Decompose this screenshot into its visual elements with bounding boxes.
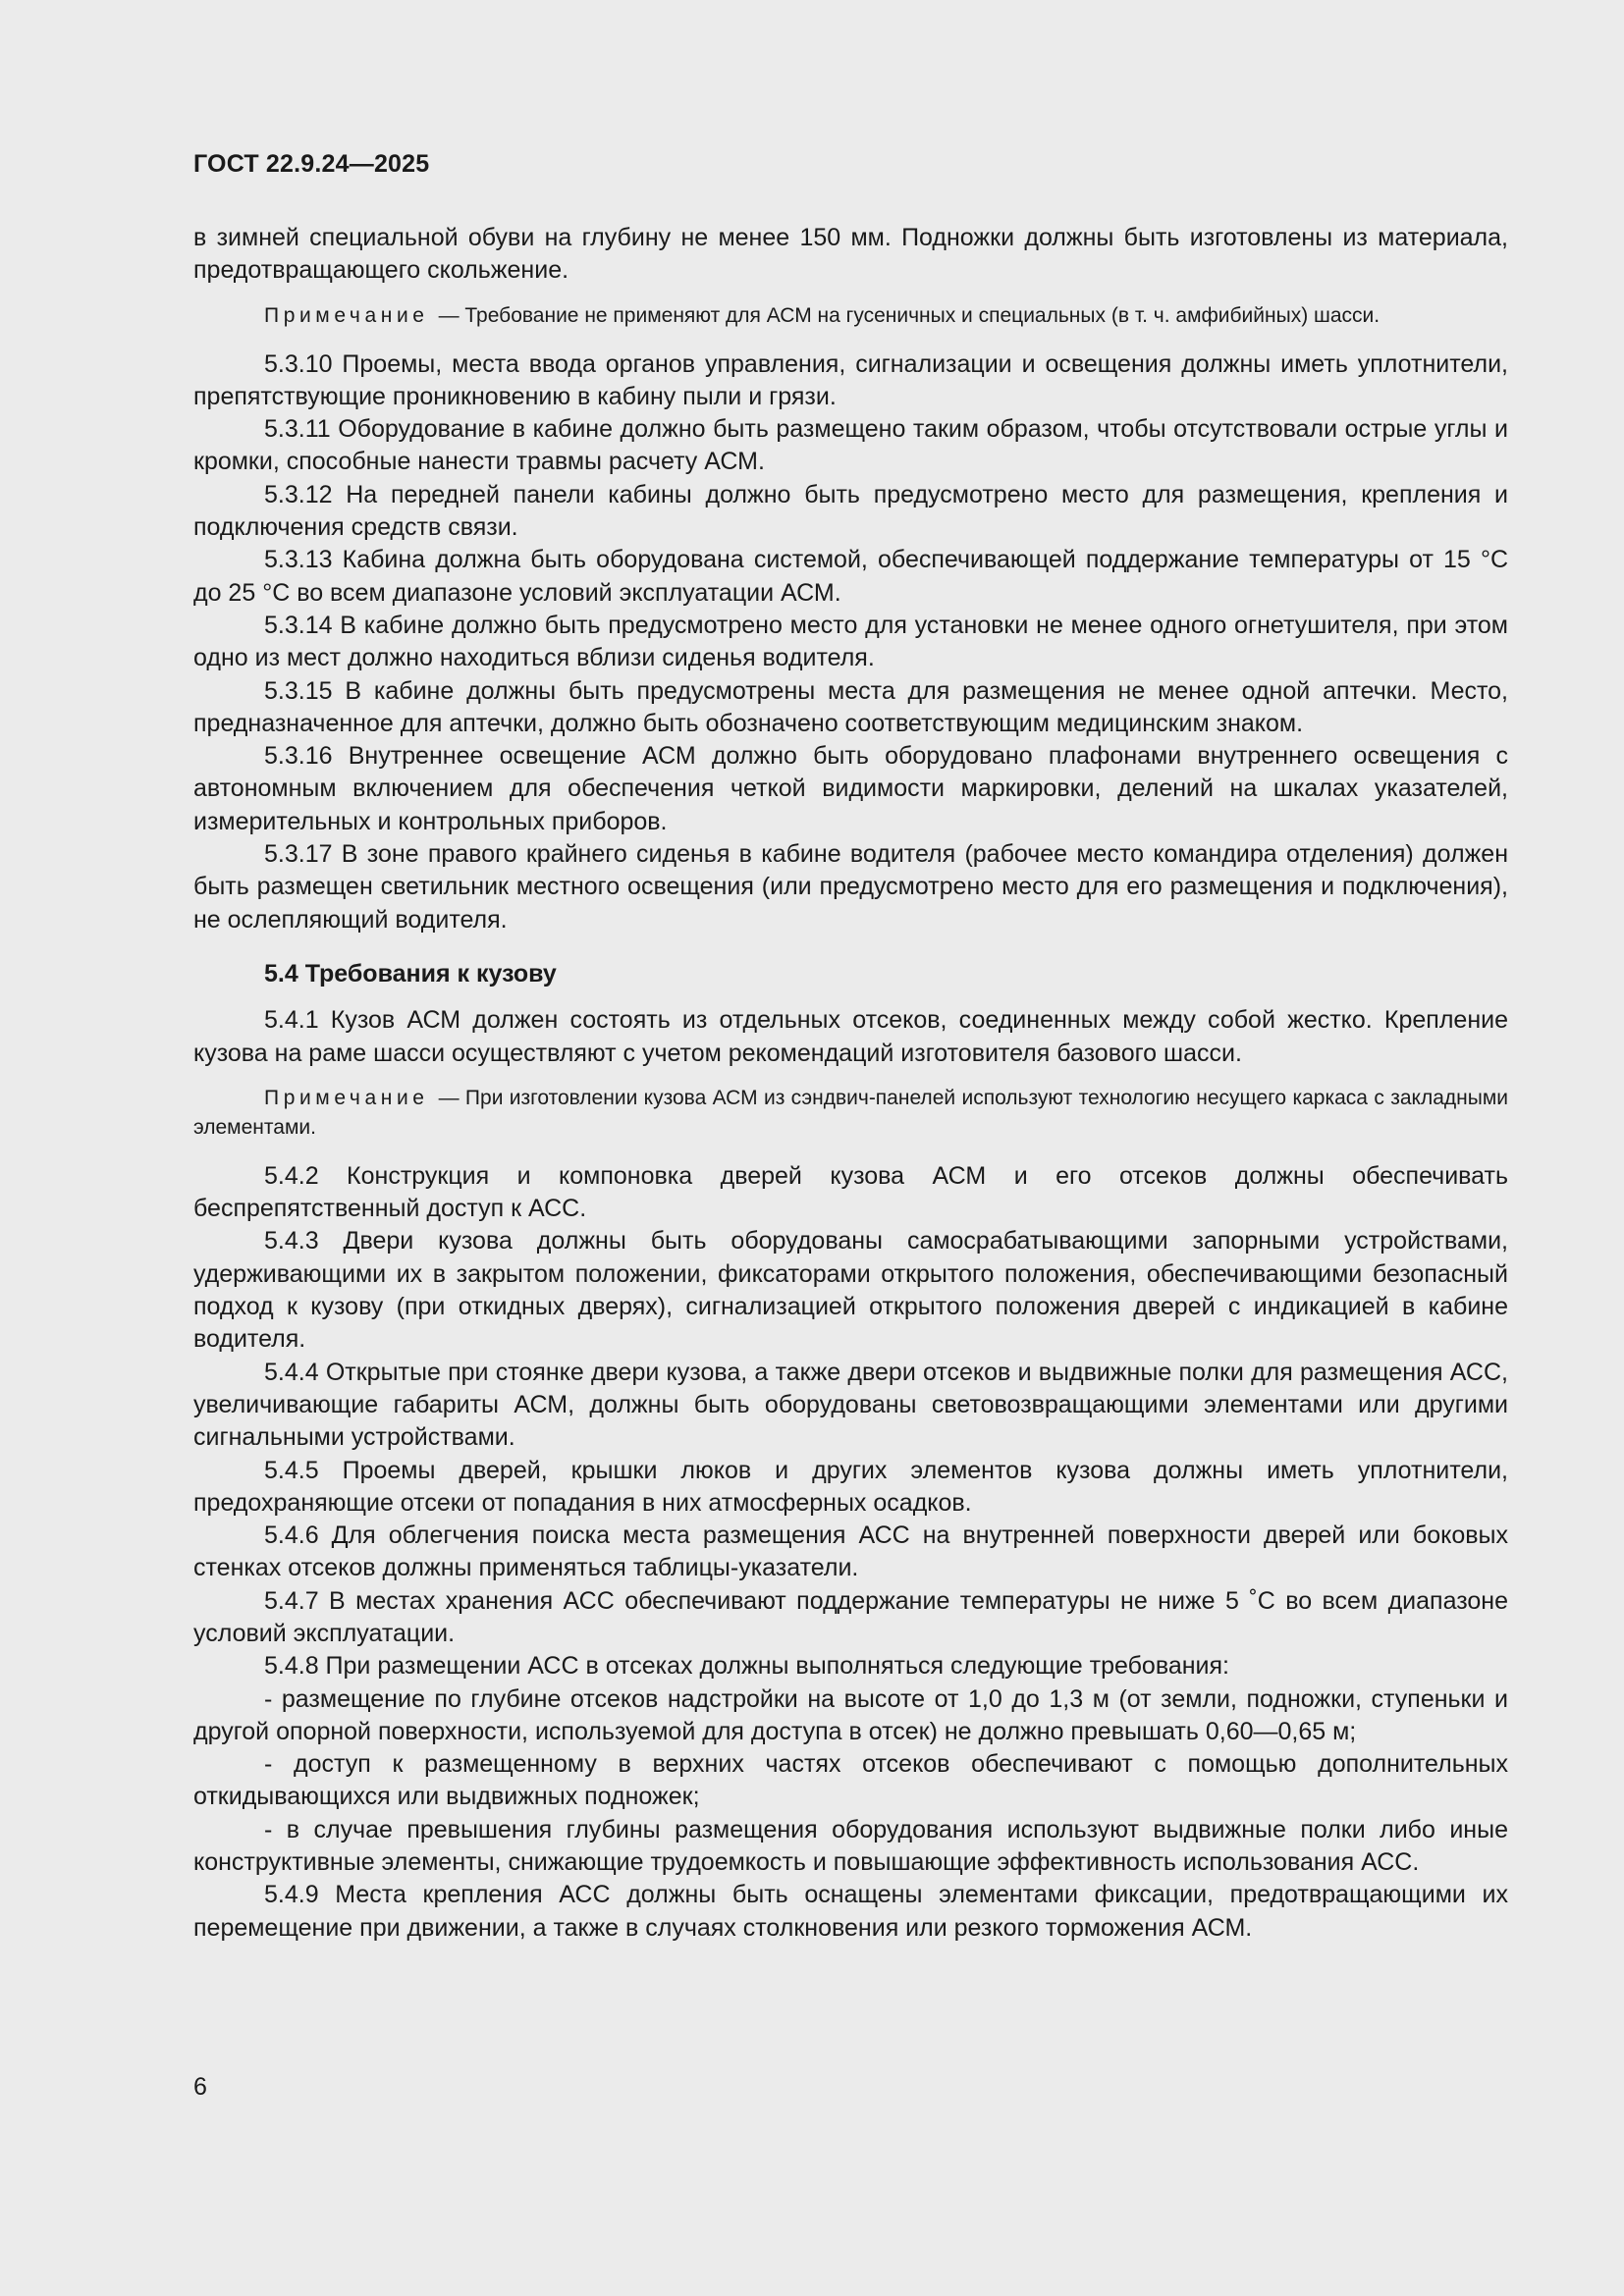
paragraph-5-3-16: 5.3.16 Внутреннее освещение АСМ должно быть оборудовано плафонами внутреннего освещения с автономным включением для обеспечения четкой видимости маркировки, делений на шкалах указателей, измерительных и контрольных приборов. (193, 742, 1508, 835)
paragraph-5-4-4: 5.4.4 Открытые при стоянке двери кузова, а также двери отсеков и выдвижные полки для размещения АСС, увеличивающие габариты АСМ, должны быть оборудованы световозвращающими элементами или другими сигнальными устройствами. (193, 1358, 1508, 1452)
paragraph-5-4-7: 5.4.7 В местах хранения АСС обеспечивают поддержание температуры не ниже 5 ˚C во всем диапазоне условий эксплуатации. (193, 1586, 1508, 1647)
note-1 (193, 301, 1508, 331)
note-2 (193, 1084, 1508, 1143)
note-label: Примечание (264, 1086, 429, 1109)
paragraph-5-4-1: 5.4.1 Кузов АСМ должен состоять из отдельных отсеков, соединенных между собой жестко. Крепление кузова на раме шасси осуществляют с учетом рекомендаций изготовителя базового шасси. (193, 1006, 1508, 1067)
note-text: — При изготовлении кузова АСМ из сэндвич-панелей используют технологию несущего каркаса с закладными элементами. (193, 1086, 1508, 1139)
page-number: 6 (193, 2073, 207, 2101)
note-text: — Требование не применяют для АСМ на гусеничных и специальных (в т. ч. амфибийных) шасси. (438, 303, 1380, 327)
document-header: ГОСТ 22.9.24—2025 (193, 150, 430, 178)
paragraph-5-4-9: 5.4.9 Места крепления АСС должны быть оснащены элементами фиксации, предотвращающими их перемещение при движении, а также в случаях столкновения или резкого торможения АСМ. (193, 1881, 1508, 1942)
paragraph-5-3-10: 5.3.10 Проемы, места ввода органов управления, сигнализации и освещения должны иметь уплотнители, препятствующие проникновению в кабину пыли и грязи. (193, 349, 1508, 410)
list-item: - доступ к размещенному в верхних частях отсеков обеспечивают с помощью дополнительных откидывающихся или выдвижных подножек; (193, 1750, 1508, 1811)
paragraph-5-3-13: 5.3.13 Кабина должна быть оборудована системой, обеспечивающей поддержание температуры от 15 °C до 25 °C во всем диапазоне условий эксплуатации АСМ. (193, 546, 1508, 607)
paragraph-intro: в зимней специальной обуви на глубину не менее 150 мм. Подножки должны быть изготовлены из материала, предотвращающего скольжение. (193, 224, 1508, 285)
paragraph-5-3-12: 5.3.12 На передней панели кабины должно быть предусмотрено место для размещения, крепления и подключения средств связи. (193, 480, 1508, 542)
list-item: - размещение по глубине отсеков надстройки на высоте от 1,0 до 1,3 м (от земли, подножки, ступеньки и другой опорной поверхности, используемой для доступа в отсек) не должно превышать 0,60—0,65 м; (193, 1684, 1508, 1745)
section-heading-5-4: 5.4 Требования к кузову (264, 959, 557, 988)
paragraph-5-4-5: 5.4.5 Проемы дверей, крышки люков и других элементов кузова должны иметь уплотнители, предохраняющие отсеки от попадания в них атмосферных осадков. (193, 1456, 1508, 1517)
list-item: - в случае превышения глубины размещения оборудования используют выдвижные полки либо иные конструктивные элементы, снижающие трудоемкость и повышающие эффективность использования АСС. (193, 1815, 1508, 1877)
note-label: Примечание (264, 303, 429, 327)
paragraph-5-3-11: 5.3.11 Оборудование в кабине должно быть размещено таким образом, чтобы отсутствовали острые углы и кромки, способные нанести травмы расчету АСМ. (193, 415, 1508, 476)
paragraph-5-4-2: 5.4.2 Конструкция и компоновка дверей кузова АСМ и его отсеков должны обеспечивать беспрепятственный доступ к АСС. (193, 1161, 1508, 1223)
document-body (193, 222, 1508, 1945)
paragraph-5-4-6: 5.4.6 Для облегчения поиска места размещения АСС на внутренней поверхности дверей или боковых стенках отсеков должны применяться таблицы-указатели. (193, 1522, 1508, 1582)
paragraph-5-4-8: 5.4.8 При размещении АСС в отсеках должны выполняться следующие требования: (264, 1652, 1229, 1681)
paragraph-5-3-14: 5.3.14 В кабине должно быть предусмотрено место для установки не менее одного огнетушителя, при этом одно из мест должно находиться вблизи сиденья водителя. (193, 611, 1508, 672)
paragraph-5-3-15: 5.3.15 В кабине должны быть предусмотрены места для размещения не менее одной аптечки. Место, предназначенное для аптечки, должно быть обозначено соответствующим медицинским знаком. (193, 676, 1508, 737)
paragraph-5-4-3: 5.4.3 Двери кузова должны быть оборудованы самосрабатывающими запорными устройствами, удерживающими их в закрытом положении, фиксаторами открытого положения, обеспечивающими безопасный подход к кузову (при откидных дверях), сигнализацией открытого положения дверей с индикацией в кабине водителя. (193, 1227, 1508, 1354)
paragraph-5-3-17: 5.3.17 В зоне правого крайнего сиденья в кабине водителя (рабочее место командира отделения) должен быть размещен светильник местного освещения (или предусмотрено место для его размещения и подключения), не ослепляющий водителя. (193, 840, 1508, 934)
